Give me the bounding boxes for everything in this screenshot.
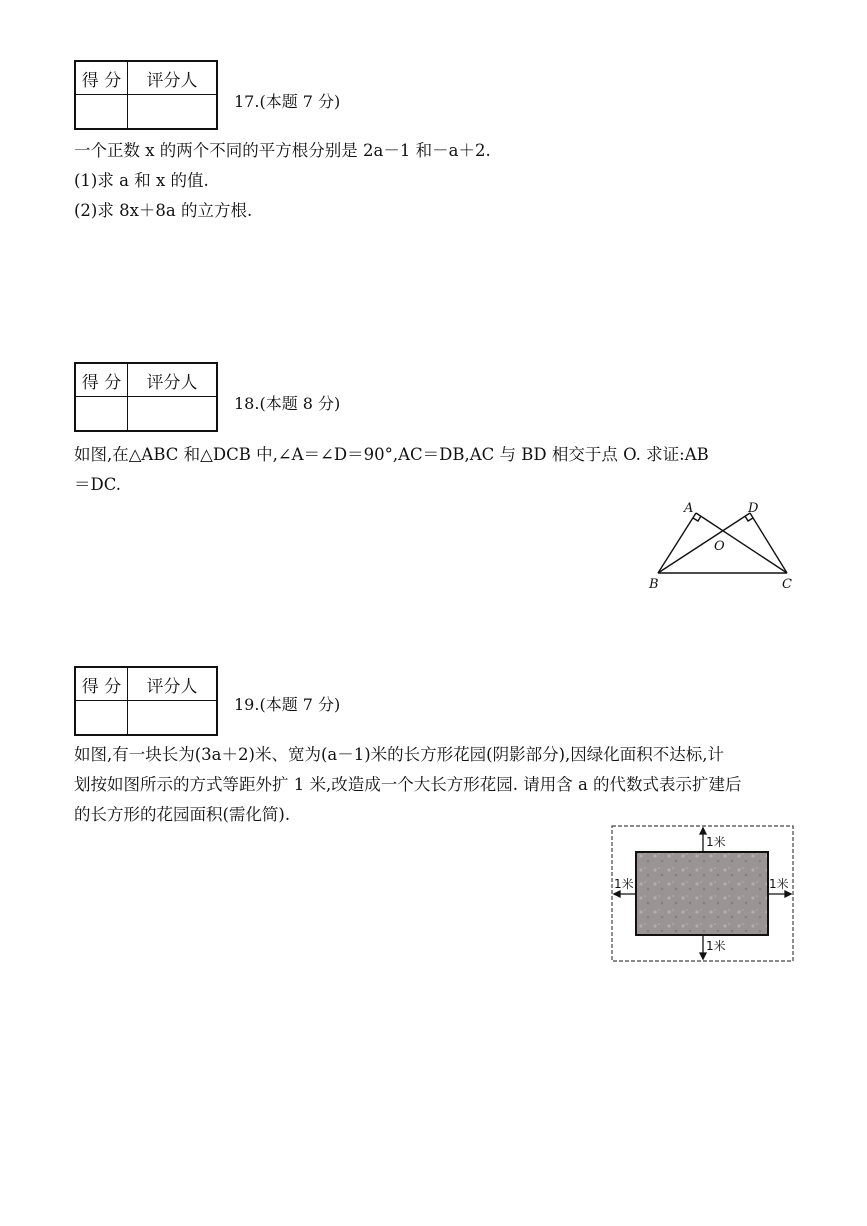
garden-figure bbox=[610, 824, 796, 964]
q19-line2: 划按如图所示的方式等距外扩 1 米,改造成一个大长方形花园. 请用含 a 的代数式表示扩建后 bbox=[74, 775, 742, 794]
label-o: O bbox=[714, 539, 725, 554]
score-table-q19 bbox=[74, 666, 218, 736]
grader-label: 评分人 bbox=[128, 62, 216, 95]
grader-label: 评分人 bbox=[128, 668, 216, 701]
score-input-cell[interactable] bbox=[76, 397, 128, 430]
label-a: A bbox=[684, 501, 694, 516]
q18-line2: ＝DC. bbox=[74, 475, 122, 494]
segment-ac bbox=[696, 513, 787, 573]
label-b: B bbox=[649, 577, 659, 592]
q17-heading: 17.(本题 7 分) bbox=[234, 92, 341, 111]
segment-dc bbox=[750, 513, 787, 573]
label-left: 1米 bbox=[614, 877, 634, 891]
label-right: 1米 bbox=[769, 877, 789, 891]
label-d: D bbox=[748, 501, 759, 516]
grader-input-cell[interactable] bbox=[128, 701, 216, 734]
q19-line3: 的长方形的花园面积(需化简). bbox=[74, 805, 291, 824]
grader-label: 评分人 bbox=[128, 364, 216, 397]
shaded-garden bbox=[636, 852, 768, 935]
score-table-q18 bbox=[74, 362, 218, 432]
score-table-q17 bbox=[74, 60, 218, 130]
q18-body bbox=[74, 440, 804, 500]
label-c: C bbox=[782, 577, 792, 592]
score-label: 得 分 bbox=[76, 364, 128, 397]
score-input-cell[interactable] bbox=[76, 95, 128, 128]
segment-bd bbox=[658, 513, 750, 573]
score-input-cell[interactable] bbox=[76, 701, 128, 734]
score-label: 得 分 bbox=[76, 668, 128, 701]
grader-input-cell[interactable] bbox=[128, 397, 216, 430]
q18-line1: 如图,在△ABC 和△DCB 中,∠A＝∠D＝90°,AC＝DB,AC 与 BD 相交于点 O. 求证:AB bbox=[74, 445, 709, 464]
triangle-figure bbox=[640, 495, 810, 595]
q19-body bbox=[74, 740, 804, 830]
segment-ab bbox=[658, 513, 696, 573]
label-top: 1米 bbox=[706, 835, 726, 849]
q17-body bbox=[74, 136, 804, 226]
q17-part1: (1)求 a 和 x 的值. bbox=[74, 171, 209, 190]
q17-stem: 一个正数 x 的两个不同的平方根分别是 2a－1 和－a＋2. bbox=[74, 141, 491, 160]
grader-input-cell[interactable] bbox=[128, 95, 216, 128]
q17-part2: (2)求 8x＋8a 的立方根. bbox=[74, 201, 253, 220]
label-bottom: 1米 bbox=[706, 939, 726, 953]
score-label: 得 分 bbox=[76, 62, 128, 95]
q19-heading: 19.(本题 7 分) bbox=[234, 695, 341, 714]
q19-line1: 如图,有一块长为(3a＋2)米、宽为(a－1)米的长方形花园(阴影部分),因绿化面积不达标,计 bbox=[74, 745, 725, 764]
q18-heading: 18.(本题 8 分) bbox=[234, 394, 341, 413]
